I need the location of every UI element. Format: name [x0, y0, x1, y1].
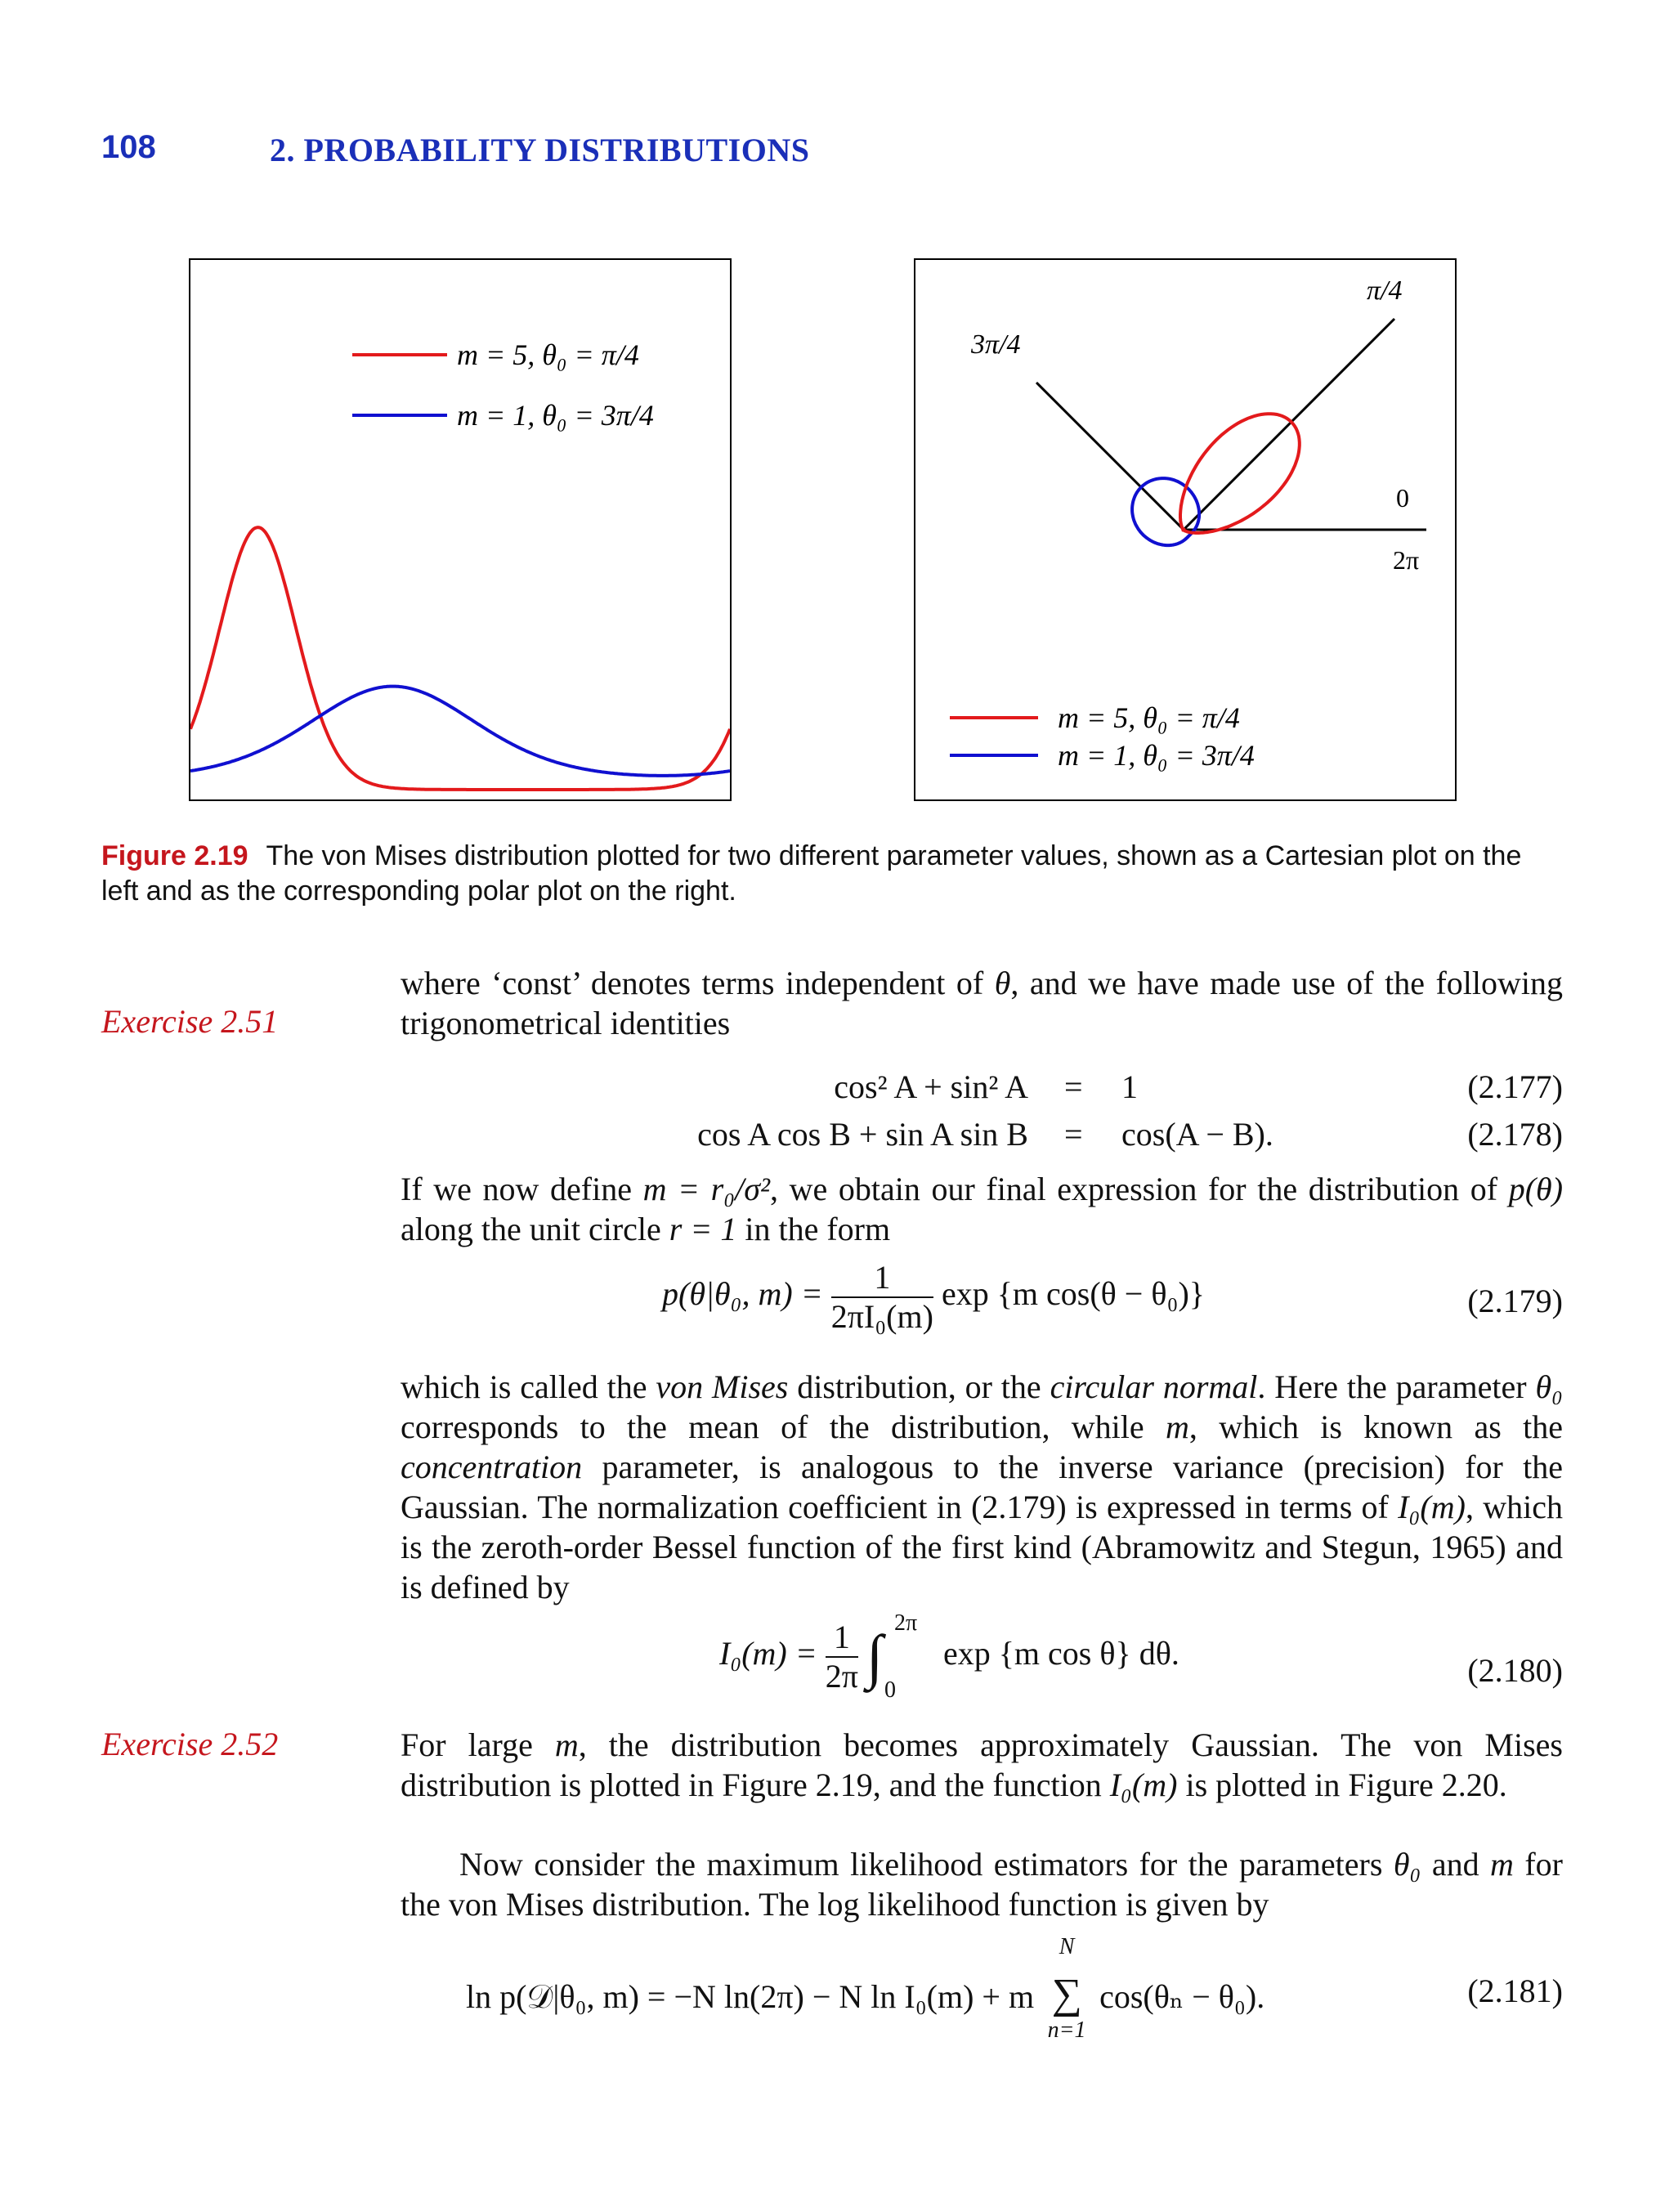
sum-sign: ∑	[1051, 1971, 1082, 2017]
eq-2-180-rhs: exp {m cos θ} dθ.	[942, 1635, 1179, 1672]
paragraph-5	[401, 1844, 1563, 1924]
text-span: which is called the	[401, 1368, 656, 1405]
polar-axis-pi-over-4	[1184, 319, 1394, 530]
fraction-denominator: 2π	[825, 1658, 858, 1695]
math-theta0: θ₀	[1393, 1846, 1421, 1883]
text-span: where ‘const’ denotes terms independent of	[401, 965, 995, 1001]
fraction-numerator: 1	[831, 1259, 933, 1298]
eq-2-180-lhs: I₀(m) =	[719, 1635, 817, 1672]
math-m: m	[1490, 1846, 1514, 1883]
text-span: corresponds to the mean of the distribution, while	[401, 1408, 1166, 1445]
cartesian-plot-frame	[189, 258, 732, 801]
eq-number-2-179: (2.179)	[1467, 1283, 1563, 1319]
figure-caption-text: The von Mises distribution plotted for two different parameter values, shown as a Cartesian plot on the left and as the corresponding polar plot on the right.	[101, 840, 1522, 907]
sum-lower-limit: n=1	[1047, 2017, 1086, 2043]
polar-label-zero: 0	[1396, 483, 1409, 513]
text-span: , which is the zeroth-order Bessel function of the first kind (Abramowitz and Stegun, 1965) and is defined by	[401, 1489, 1563, 1605]
math-m-def: m = r₀/σ²	[642, 1171, 770, 1207]
eq-2-181	[466, 1934, 1265, 2043]
polar-plot-frame	[914, 258, 1457, 801]
text-span: , and we have made use of the following trigonometrical identities	[401, 965, 1563, 1041]
text-span: parameter, is analogous to the inverse variance (precision) for the Gaussian. The normalization coefficient in (2.179) is expressed in terms of	[401, 1449, 1563, 1525]
eq-2-179-rhs: exp {m cos(θ − θ₀)}	[941, 1275, 1205, 1313]
eq-2-181-rhs: cos(θₙ − θ₀).	[1099, 1978, 1265, 2015]
text-span: for the von Mises distribution. The log likelihood function is given by	[401, 1846, 1563, 1923]
eq-2-178-equals: =	[1064, 1116, 1083, 1153]
cartesian-curve-blue	[190, 687, 730, 776]
eq-number-2-180: (2.180)	[1467, 1652, 1563, 1689]
polar-label-two-pi: 2π	[1393, 545, 1420, 575]
text-span: along the unit circle	[401, 1211, 669, 1247]
text-span: , the distribution becomes approximately Gaussian. The von Mises distribution is plotted in Figure 2.19, and the function	[401, 1726, 1563, 1803]
eq-2-181-lhs: ln p(𝒟|θ₀, m) = −N ln(2π) − N ln I₀(m) + m	[466, 1978, 1035, 2015]
eq-2-181-sum	[1042, 1934, 1091, 2043]
eq-2-177-rhs: 1	[1121, 1068, 1138, 1105]
cartesian-plot	[190, 260, 730, 799]
fraction-denominator: 2πI₀(m)	[830, 1298, 933, 1335]
eq-2-179-lhs: p(θ|θ₀, m) =	[662, 1275, 823, 1313]
paragraph-4	[401, 1725, 1563, 1805]
text-span: , we obtain our final expression for the distribution of	[769, 1171, 1509, 1207]
figure-caption-label: Figure 2.19	[101, 840, 248, 871]
page-number: 108	[101, 129, 156, 165]
polar-label-three-pi-over-4: 3π/4	[971, 329, 1021, 360]
text-span: and	[1421, 1846, 1491, 1883]
chapter-title: 2. PROBABILITY DISTRIBUTIONS	[270, 132, 810, 168]
cartesian-curve-red	[190, 527, 730, 790]
polar-axis-three-pi-over-4	[1036, 383, 1184, 530]
text-span: For large	[401, 1726, 555, 1763]
eq-2-178-rhs: cos(A − B).	[1121, 1116, 1273, 1153]
eq-2-177-lhs: cos² A + sin² A	[834, 1068, 1028, 1105]
paragraph-1	[401, 963, 1563, 1043]
eq-2-178-lhs: cos A cos B + sin A sin B	[697, 1116, 1028, 1153]
eq-2-180-integral	[866, 1610, 924, 1703]
math-p-theta: p(θ)	[1508, 1171, 1564, 1207]
text-span: Now consider the maximum likelihood estimators for the parameters	[459, 1846, 1394, 1883]
text-span: in the form	[736, 1211, 891, 1247]
cartesian-legend-label-blue: m = 1, θ₀ = 3π/4	[457, 399, 654, 432]
polar-legend-label-blue: m = 1, θ₀ = 3π/4	[1058, 739, 1255, 772]
exercise-note-2-51[interactable]: Exercise 2.51	[101, 1003, 279, 1040]
emphasis-circular-normal: circular normal	[1050, 1368, 1258, 1405]
eq-number-2-177: (2.177)	[1467, 1068, 1563, 1105]
eq-2-179-fraction	[831, 1259, 933, 1336]
text-span: . Here the parameter	[1257, 1368, 1536, 1405]
text-span: If we now define	[401, 1171, 643, 1207]
math-theta: θ	[994, 965, 1011, 1001]
polar-legend-label-red: m = 5, θ₀ = π/4	[1058, 701, 1240, 734]
eq-2-179	[662, 1259, 1205, 1336]
integral-sign: ∫	[866, 1623, 884, 1690]
integral-lower-limit: 0	[884, 1677, 896, 1703]
fraction-numerator: 1	[826, 1619, 858, 1658]
emphasis-von-mises: von Mises	[656, 1368, 789, 1405]
paragraph-3	[401, 1367, 1563, 1607]
math-I0m: I₀(m)	[1109, 1766, 1178, 1803]
text-span: , which is known as the	[1188, 1408, 1563, 1445]
eq-2-177-equals: =	[1064, 1068, 1083, 1105]
text-span: is plotted in Figure 2.20.	[1177, 1766, 1507, 1803]
math-m: m	[554, 1726, 579, 1763]
polar-label-pi-over-4: π/4	[1367, 275, 1403, 306]
eq-2-180	[719, 1610, 1179, 1703]
eq-2-180-fraction	[826, 1619, 858, 1695]
text-span: distribution, or the	[788, 1368, 1050, 1405]
polar-plot	[915, 260, 1455, 799]
math-I0m: I₀(m)	[1398, 1489, 1466, 1525]
math-theta0: θ₀	[1535, 1368, 1564, 1405]
math-r-eq-1: r = 1	[669, 1211, 737, 1247]
math-m: m	[1165, 1408, 1189, 1445]
integral-upper-limit: 2π	[893, 1610, 918, 1636]
emphasis-concentration: concentration	[401, 1449, 583, 1485]
eq-number-2-181: (2.181)	[1467, 1972, 1563, 2009]
cartesian-legend-label-red: m = 5, θ₀ = π/4	[457, 338, 639, 371]
paragraph-2	[401, 1169, 1563, 1249]
exercise-note-2-52[interactable]: Exercise 2.52	[101, 1726, 279, 1762]
eq-number-2-178: (2.178)	[1467, 1116, 1563, 1153]
sum-upper-limit: N	[1059, 1934, 1075, 1959]
figure-caption	[101, 839, 1564, 909]
